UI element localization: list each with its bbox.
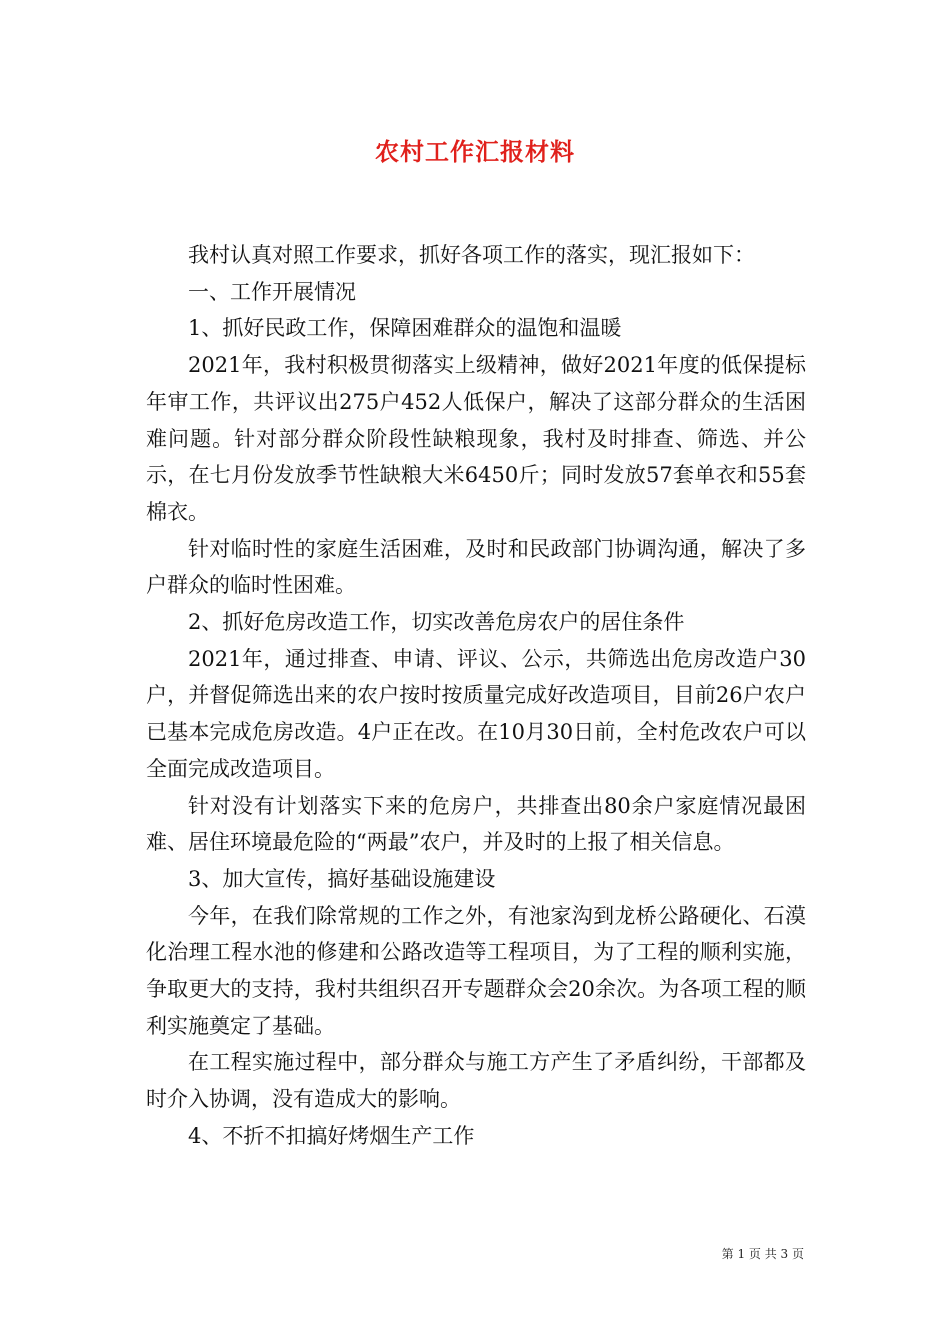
subheading-2: 2、抓好危房改造工作，切实改善危房农户的居住条件: [188, 610, 685, 635]
paragraph: 针对没有计划落实下来的危房户，共排查出80余户家庭情况最困难、居住环境最危险的“两最”农户，并及时的上报了相关信息。: [146, 793, 806, 855]
paragraph: 2021年，我村积极贯彻落实上级精神，做好2021年度的低保提标年审工作，共评议出275户452人低保户，解决了这部分群众的生活困难问题。针对部分群众阶段性缺粮现象，我村及时排查、筛选、并公示，在七月份发放季节性缺粮大米6450斤；同时发放57套单衣和55套棉衣。: [146, 353, 806, 524]
paragraph: 针对临时性的家庭生活困难，及时和民政部门协调沟通，解决了多户群众的临时性困难。: [146, 536, 806, 598]
paragraph: 在工程实施过程中，部分群众与施工方产生了矛盾纠纷，干部都及时介入协调，没有造成大的影响。: [146, 1050, 806, 1112]
paragraph: 今年，在我们除常规的工作之外，有池家沟到龙桥公路硬化、石漠化治理工程水池的修建和公路改造等工程项目，为了工程的顺利实施，争取更大的支持，我村共组织召开专题群众会20余次。为各项工程的顺利实施奠定了基础。: [146, 903, 806, 1038]
paragraph: 2021年，通过排查、申请、评议、公示，共筛选出危房改造户30户，并督促筛选出来的农户按时按质量完成好改造项目，目前26户农户已基本完成危房改造。4户正在改。在10月30日前，全村危改农户可以全面完成改造项目。: [146, 646, 806, 781]
document-title: 农村工作汇报材料: [375, 137, 575, 166]
paragraph-intro: 我村认真对照工作要求，抓好各项工作的落实，现汇报如下：: [188, 243, 755, 267]
subheading-4: 4、不折不扣搞好烤烟生产工作: [188, 1123, 475, 1148]
page-number-footer: 第 1 页 共 3 页: [721, 1247, 804, 1261]
section-heading: 一、工作开展情况: [188, 279, 356, 304]
document-body: [146, 237, 806, 1155]
subheading-1: 1、抓好民政工作，保障困难群众的温饱和温暖: [188, 316, 622, 341]
subheading-3: 3、加大宣传，搞好基础设施建设: [188, 866, 496, 891]
